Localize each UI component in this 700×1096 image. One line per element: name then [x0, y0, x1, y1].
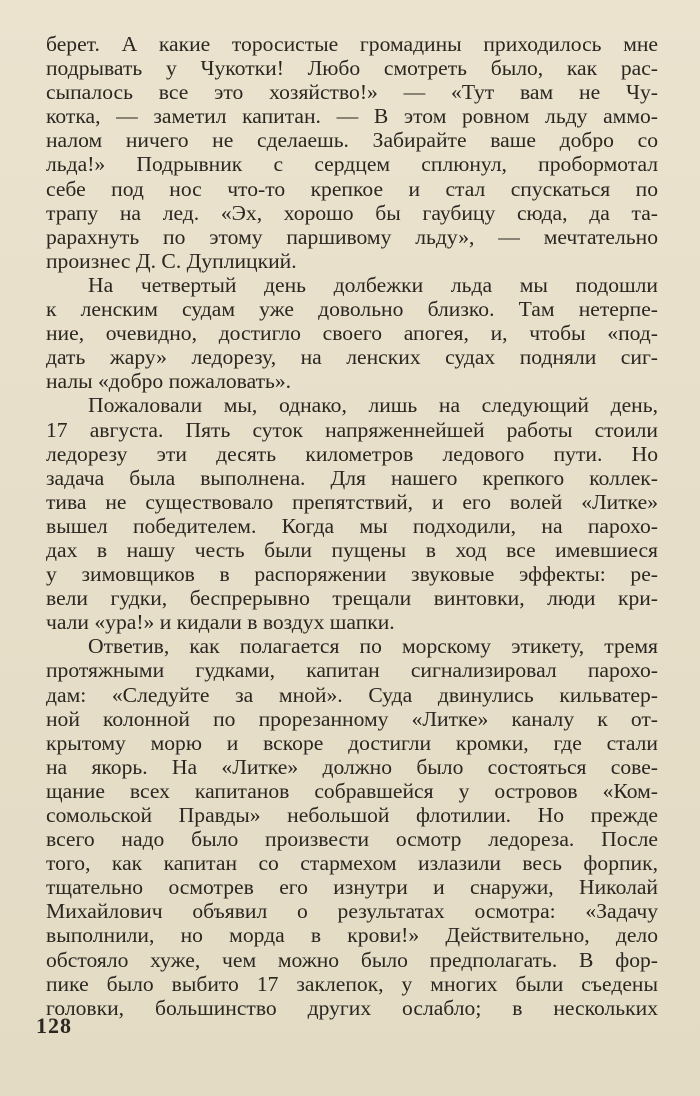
text-line: всего надо было произвести осмотр ледореза. После: [46, 827, 658, 852]
text-line: ледорезу эти десять километров ледового пути. Но: [46, 441, 658, 466]
text-line: того, как капитан со стармехом излазили весь форпик,: [46, 851, 658, 876]
text-line: сыпалось все это хозяйство!» — «Тут вам не Чу-: [46, 80, 658, 105]
text-line: Ответив, как полагается по морскому этикету, тремя: [88, 634, 658, 659]
text-line: котка, — заметил капитан. — В этом ровном льду аммо-: [46, 104, 658, 129]
text-line: подрывать у Чукотки! Любо смотреть было, как рас-: [46, 56, 658, 81]
text-line: к ленским судам уже довольно близко. Там нетерпе-: [46, 297, 658, 322]
text-line: головки, большинство других ослабло; в нескольких: [46, 995, 658, 1020]
text-line: на якорь. На «Литке» должно было состояться сове-: [46, 754, 658, 779]
text-line: берет. А какие торосистые громадины приходилось мне: [46, 32, 658, 56]
text-line: На четвертый день долбежки льда мы подошли: [88, 272, 658, 297]
paragraph-2: [46, 273, 658, 393]
text-line: 17 августа. Пять суток напряженнейшей работы стоили: [46, 417, 658, 442]
text-line: пике было выбито 17 заклепок, у многих были съедены: [46, 971, 658, 996]
text-line: выполнили, но морда в крови!» Действительно, дело: [46, 923, 658, 948]
text-line: вели гудки, беспрерывно трещали винтовки, люди кри-: [46, 586, 658, 611]
text-line: произнес Д. С. Дуплицкий.: [46, 248, 297, 273]
text-line: задача была выполнена. Для нашего крепкого коллек-: [46, 465, 658, 490]
paragraph-1: [46, 32, 658, 273]
text-line: у зимовщиков в распоряжении звуковые эффекты: ре-: [46, 562, 658, 587]
text-line: налом ничего не сделаешь. Забирайте ваше добро со: [46, 128, 658, 153]
text-line: налы «добро пожаловать».: [46, 369, 292, 394]
text-line: дать жару» ледорезу, на ленских судах подняли сиг-: [46, 345, 658, 370]
page-number: 128: [36, 1013, 72, 1038]
text-line: себе под нос что-то крепкое и стал спускаться по: [46, 176, 658, 201]
text-line: рарахнуть по этому паршивому льду», — мечтательно: [46, 224, 658, 249]
text-line: дах в нашу честь были пущены в ход все имевшиеся: [46, 537, 658, 562]
body-text: [46, 32, 658, 1020]
text-line: тщательно осмотрев его изнутри и снаружи, Николай: [46, 875, 658, 900]
text-line: льда!» Подрывник с сердцем сплюнул, пробормотал: [46, 152, 658, 177]
paragraph-3: [46, 393, 658, 634]
text-line: вышел победителем. Когда мы подходили, на парохо-: [46, 513, 658, 538]
text-line: протяжными гудками, капитан сигнализировал парохо-: [46, 658, 658, 683]
text-line: дам: «Следуйте за мной». Суда двинулись кильватер-: [46, 682, 658, 707]
text-line: обстояло хуже, чем можно было предполагать. В фор-: [46, 947, 658, 972]
text-line: тива не существовало препятствий, и его волей «Литке»: [46, 489, 658, 514]
text-line: Пожаловали мы, однако, лишь на следующий день,: [88, 393, 658, 418]
text-line: ние, очевидно, достигло своего апогея, и, чтобы «под-: [46, 321, 658, 346]
text-line: Михайлович объявил о результатах осмотра: «Задачу: [46, 899, 658, 924]
text-line: сомольской Правды» небольшой флотилии. Но прежде: [46, 803, 658, 827]
text-line: щание всех капитанов собравшейся у островов «Ком-: [46, 778, 658, 803]
text-line: чали «ура!» и кидали в воздух шапки.: [46, 610, 395, 635]
text-line: крытому морю и вскоре достигли кромки, где стали: [46, 730, 658, 755]
text-line: трапу на лед. «Эх, хорошо бы гаубицу сюда, да та-: [46, 200, 658, 225]
paragraph-4: [46, 634, 658, 1020]
text-line: ной колонной по прорезанному «Литке» каналу к от-: [46, 706, 658, 731]
